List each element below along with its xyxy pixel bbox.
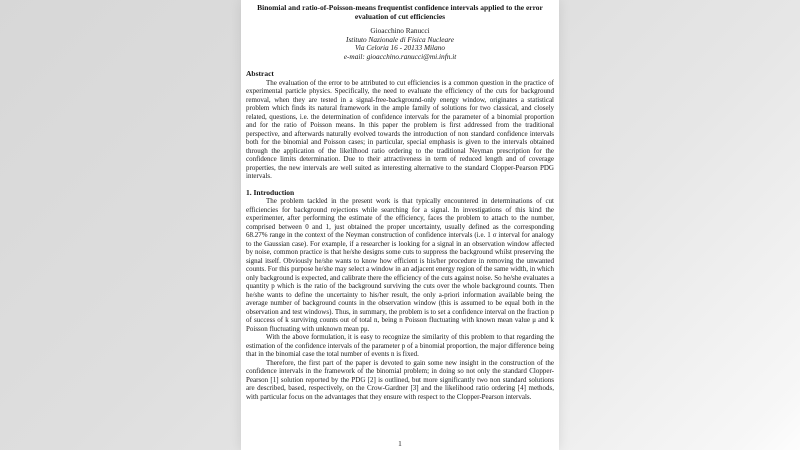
author-affiliation: Istituto Nazionale di Fisica Nucleare bbox=[346, 34, 454, 44]
author-name: Gioacchino Ranucci bbox=[370, 25, 430, 35]
author-block bbox=[246, 27, 554, 62]
introduction-heading: 1. Introduction bbox=[246, 187, 295, 197]
author-email: e-mail: gioacchino.ranucci@mi.infn.it bbox=[343, 52, 457, 62]
abstract-heading: Abstract bbox=[246, 69, 274, 78]
intro-paragraph: Therefore, the first part of the paper is devoted to gain some new insight in the construction of the confidence intervals in the framework of the binomial problem; in doing so not only the standard Clopper-Pearson [1] solution reported by the PDG [2] is outlined, but more significantly two non standard solutions are described, based, respectively, on the Crow-Gardner [3] and the likelihood ratio ordering [4] methods, with particular focus on the advantages that they ensure with respect to the Clopper-Pearson intervals. bbox=[246, 358, 554, 401]
page-number: 1 bbox=[398, 439, 402, 448]
paper-title: Binomial and ratio-of-Poisson-means frequentist confidence intervals applied to the error evaluation of cut efficiencies bbox=[257, 3, 543, 22]
author-address: Via Celoria 16 - 20133 Milano bbox=[354, 43, 446, 53]
document-page bbox=[241, 0, 559, 450]
intro-paragraph: With the above formulation, it is easy to recognize the similarity of this problem to that regarding the estimation of the confidence intervals of the parameter p of a binomial proportion, the major difference being that in the binomial case the total number of events n is fixed. bbox=[246, 333, 554, 359]
abstract-text: The evaluation of the error to be attributed to cut efficiencies is a common question in the practice of experimental particle physics. Specifically, the need to evaluate the efficiency of the cuts for background removal, when they are tested in a signal-free-background-only energy window, originates a statistical problem which finds its natural framework in the ample family of solutions for two classical, and closely related, questions, i.e. the determination of confidence intervals for the parameter of a binomial proportion and for the ratio of Poisson means. In this paper the problem is first addressed from the traditional perspective, and afterwards naturally evolved towards the introduction of non standard confidence intervals both for the binomial and Poisson cases; in particular, special emphasis is given to the intervals obtained through the application of the likelihood ratio ordering to the traditional Neyman prescription for the confidence limits determination. Due to their attractiveness in term of reduced length and of coverage properties, the new intervals are well suited as interesting alternative to the standard Clopper-Pearson PDG intervals. bbox=[246, 78, 554, 181]
intro-paragraph: The problem tackled in the present work is that typically encountered in determinations of cut efficiencies for background rejections while searching for a signal. In investigations of this kind the experimenter, after performing the estimate of the efficiency, faces the problem to attach to the number, comprised between 0 and 1, just obtained the proper uncertainty, usually defined as the corresponding 68.27% range in the context of the Neyman construction of confidence intervals (i.e. 1 σ interval for analogy to the Gaussian case). For example, if a researcher is looking for a signal in an observation window affected by noise, common practice is that he/she designs some cuts to suppress the background whilst preserving the signal itself. Obviously he/she wants to know how efficient is his/her procedure in removing the unwanted counts. For this purpose he/she may select a window in an adjacent energy region of the same width, in which only background is expected, and calibrate there the efficiency of the cuts against noise. So he/she evaluates a quantity p which is the ratio of the background surviving the cuts over the whole background counts. Then he/she wants to define the uncertainty to his/her result, the only a-priori information available being the average number of background counts in the observation window (this is assumed to be equal both in the observation and test windows). Thus, in summary, the problem is to set a confidence interval on the fraction p of success of k surviving counts out of total n, being n Poisson fluctuating with known mean value μ and k Poisson fluctuating with unknown mean pμ. bbox=[246, 197, 554, 333]
